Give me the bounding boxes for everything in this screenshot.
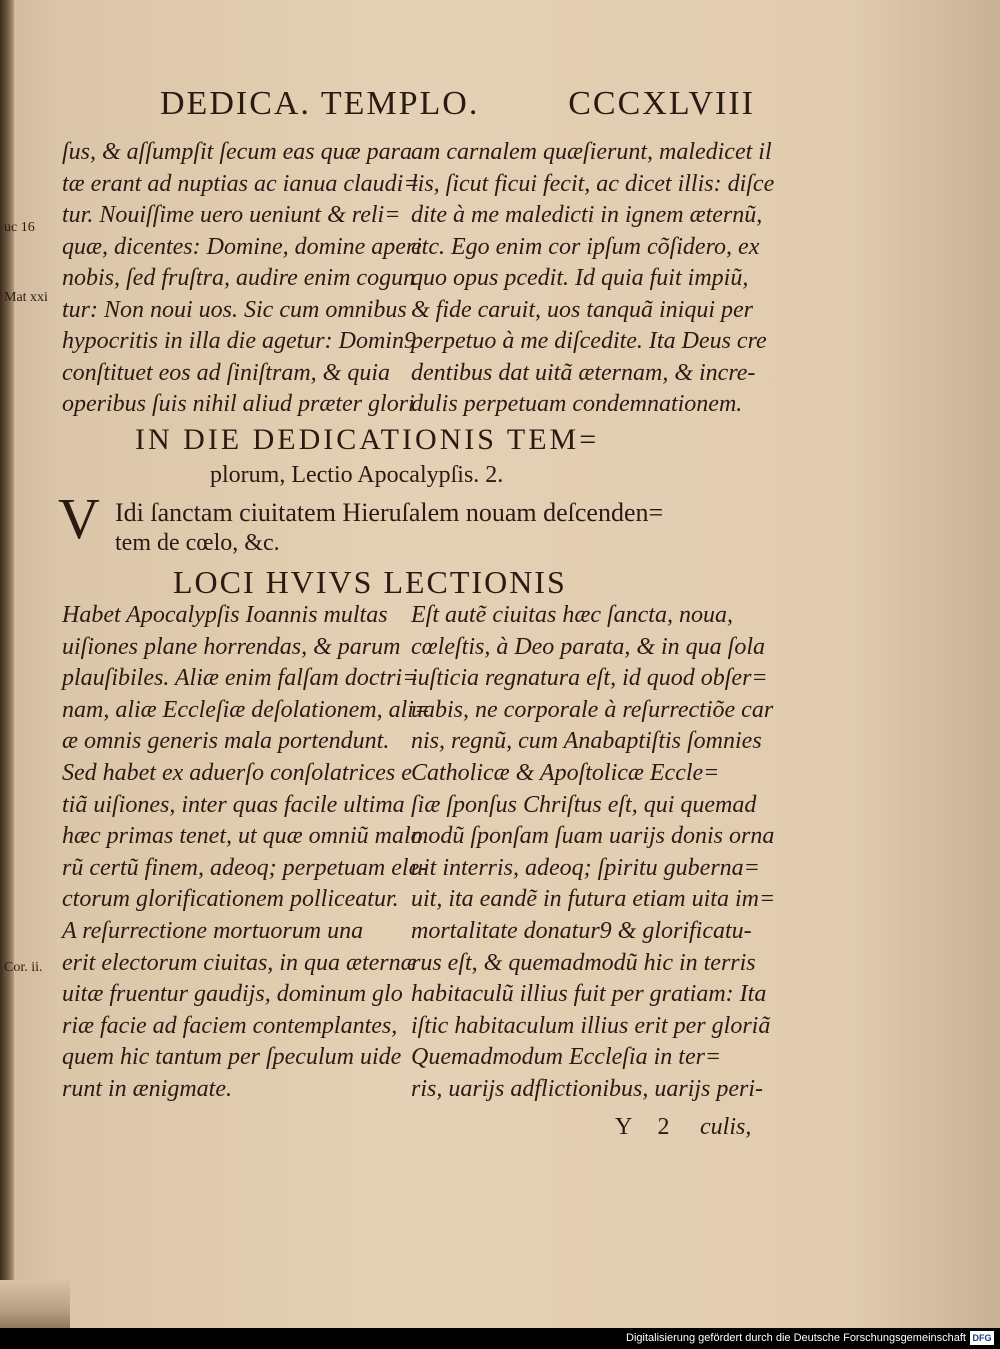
text-line: etc. Ego enim cor ipſum cõſidero, ex — [411, 233, 760, 260]
margin-note-mat: Mat xxi — [4, 290, 48, 305]
text-line: mortalitate donatur9 & glorificatu- — [411, 917, 752, 944]
text-line: nam, aliæ Eccleſiæ deſolationem, ali= — [62, 696, 431, 723]
text-line: ſus, & aſſumpſit ſecum eas quæ para — [62, 139, 412, 165]
section-title: IN DIE DEDICATIONIS TEM= — [135, 423, 600, 456]
funding-credit: Digitalisierung gefördert durch die Deutsche Forschungsgemeinschaft — [626, 1332, 966, 1344]
text-line: nobis, ſed fruſtra, audire enim cogun — [62, 265, 416, 291]
text-line: uiſiones plane horrendas, & parum — [62, 633, 401, 660]
text-line: dentibus dat uitã æternam, & incre- — [411, 359, 756, 386]
text-line: am carnalem quæſierunt, maledicet il — [411, 139, 772, 165]
text-line: uit interris, adeoq; ſpiritu guberna= — [411, 854, 760, 881]
text-line: tæ erant ad nuptias ac ianua claudi= — [62, 170, 420, 197]
text-line: uitæ fruentur gaudijs, dominum glo — [62, 981, 403, 1008]
text-line: iuſticia regnatura eſt, id quod obſer= — [411, 665, 768, 692]
text-line: conſtituet eos ad ſiniſtram, & quia — [62, 359, 390, 386]
catchword: culis, — [700, 1114, 752, 1140]
text-line: tur. Nouiſſime uero ueniunt & reli= — [62, 202, 401, 228]
text-line: lis, ſicut ficui fecit, ac dicet illis: diſce — [411, 170, 775, 197]
text-line: tur: Non noui uos. Sic cum omnibus — [62, 296, 407, 323]
book-spine-shadow — [0, 0, 14, 1328]
text-line: quem hic tantum per ſpeculum uide — [62, 1044, 402, 1071]
top-right-column — [411, 137, 774, 421]
margin-note-luc: uc 16 — [4, 220, 35, 235]
top-left-column — [62, 137, 422, 421]
text-line: riæ facie ad faciem contemplantes, — [62, 1012, 398, 1039]
page-corner-wear — [0, 1280, 70, 1328]
text-line: & fide caruit, uos tanquã iniqui per — [411, 296, 753, 323]
signature-mark: Y 2 — [615, 1114, 680, 1140]
text-line: cœleſtis, à Deo parata, & in qua ſola — [411, 633, 765, 660]
text-line: perpetuo à me diſcedite. Ita Deus cre — [411, 328, 767, 354]
text-line: æ omnis generis mala portendunt. — [62, 728, 390, 755]
text-line: A reſurrectione mortuorum una — [62, 917, 364, 944]
text-line: Eſt autẽ ciuitas hæc ſancta, noua, — [411, 602, 733, 628]
text-line: Quemadmodum Eccleſia in ter= — [411, 1044, 722, 1071]
text-line: nis, regnũ, cum Anabaptiſtis ſomnies — [411, 728, 762, 755]
section-subtitle: plorum, Lectio Apocalypſis. 2. — [210, 462, 504, 488]
lection-incipit-line-1: Idi ſanctam ciuitatem Hieruſalem nouam deſcenden= — [115, 498, 664, 527]
text-line: plauſibiles. Aliæ enim falſam doctri= — [62, 665, 419, 692]
bottom-left-column — [62, 600, 430, 1106]
text-line: Catholicæ & Apoſtolicæ Eccle= — [411, 759, 720, 786]
running-header — [160, 85, 755, 123]
text-line: ſiæ ſponſus Chriſtus eſt, qui quemad — [411, 791, 757, 818]
text-line: Sed habet ex aduerſo conſolatrices e — [62, 759, 412, 786]
text-line: modũ ſponſam ſuam uarijs donis orna — [411, 823, 775, 850]
text-line: ctorum glorificationem polliceatur. — [62, 886, 399, 913]
bottom-right-column — [411, 600, 775, 1106]
text-line: hypocritis in illa die agetur: Domin9 — [62, 328, 416, 354]
loci-heading: LOCI HVIVS LECTIONIS — [173, 564, 567, 600]
dfg-logo: DFG — [970, 1331, 994, 1345]
text-line: hæc primas tenet, ut quæ omniũ malo — [62, 823, 423, 850]
text-line: dulis perpetuam condemnationem. — [411, 391, 743, 417]
text-line: quo opus pcedit. Id quia fuit impiũ, — [411, 265, 749, 291]
text-line: rus eſt, & quemadmodũ hic in terris — [411, 949, 756, 976]
text-line: tiã uiſiones, inter quas facile ultima — [62, 791, 405, 818]
drop-capital: V — [58, 486, 100, 551]
text-line: operibus ſuis nihil aliud præter glori — [62, 391, 415, 417]
text-line: ris, uarijs adflictionibus, uarijs peri- — [411, 1075, 764, 1102]
text-line: quæ, dicentes: Domine, domine aperi — [62, 233, 422, 260]
text-line: rũ certũ finem, adeoq; perpetuam ele- — [62, 854, 428, 881]
header-title: DEDICA. TEMPLO. — [160, 85, 480, 122]
folio-number: CCCXLVIII — [568, 85, 755, 122]
text-line: runt in ænigmate. — [62, 1075, 233, 1102]
lection-incipit-line-2: tem de cœlo, &c. — [115, 530, 280, 556]
text-line: erit electorum ciuitas, in qua æternæ — [62, 949, 417, 976]
text-line: iſtic habitaculum illius erit per gloriã — [411, 1012, 771, 1039]
text-line: Habet Apocalypſis Ioannis multas — [62, 602, 388, 628]
text-line: uit, ita eandẽ in futura etiam uita im= — [411, 886, 776, 913]
text-line: uabis, ne corporale à reſurrectiõe car — [411, 696, 774, 723]
margin-note-cor: Cor. ii. — [4, 960, 43, 975]
text-line: dite à me maledicti in ignem æternũ, — [411, 202, 763, 228]
text-line: habitaculũ illius fuit per gratiam: Ita — [411, 981, 767, 1008]
